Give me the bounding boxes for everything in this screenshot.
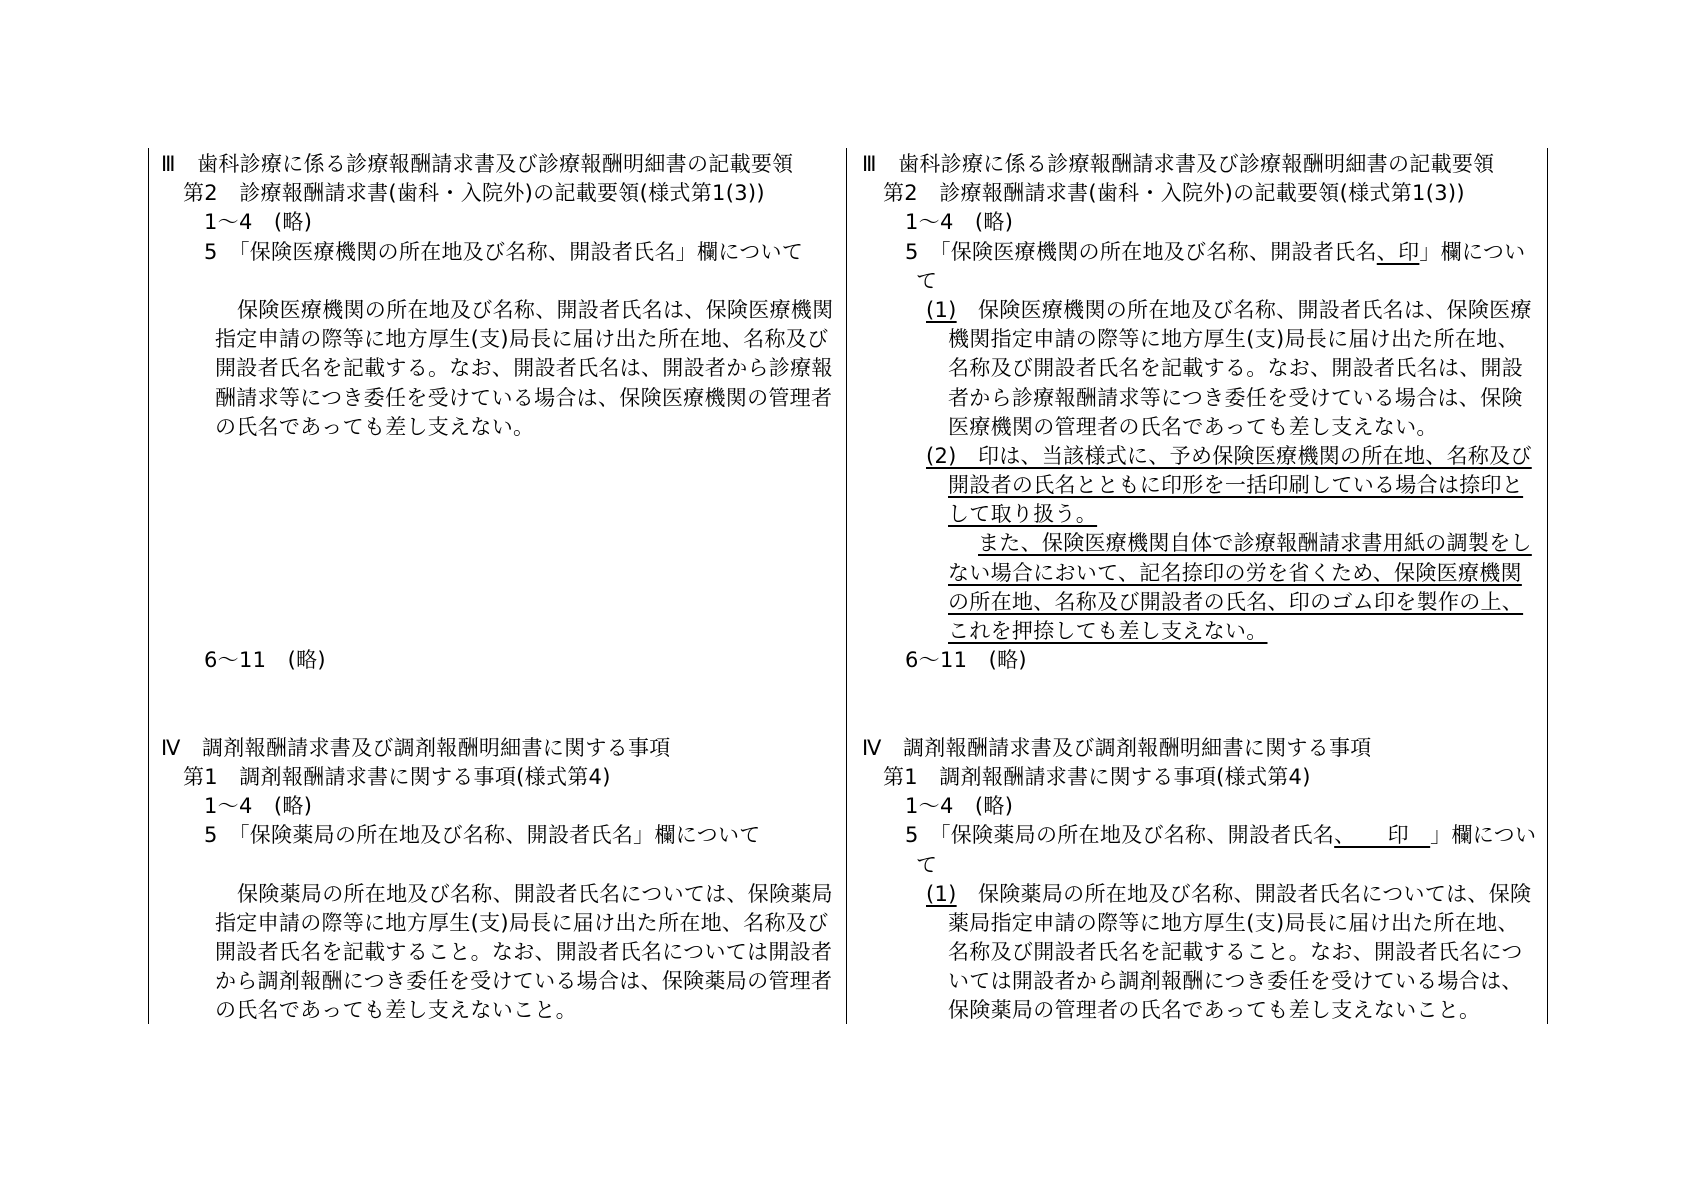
item-1-4: 1～4 (略) bbox=[204, 210, 313, 235]
item-5-text: 5 「保険医療機関の所在地及び名称、開設者氏名 bbox=[905, 239, 1377, 264]
subsection-heading: 第2 診療報酬請求書(歯科・入院外)の記載要領(様式第1(3)) bbox=[883, 181, 1465, 206]
added-text: これを押捺しても差し支えない。 bbox=[948, 619, 1268, 643]
paragraph-line: から調剤報酬につき委任を受けている場合は、保険薬局の管理者 bbox=[215, 969, 833, 994]
sub-item-1 bbox=[847, 880, 1547, 909]
sub-item-line: 名称及び開設者氏名を記載する。なお、開設者氏名は、開設 bbox=[948, 356, 1524, 381]
added-text: 開設者の氏名とともに印形を一括印刷している場合は捺印と bbox=[948, 473, 1524, 498]
subsection-heading: 第1 調剤報酬請求書に関する事項(様式第4) bbox=[183, 764, 611, 789]
added-text: の所在地、名称及び開設者の氏名、印のゴム印を製作の上、 bbox=[948, 589, 1524, 614]
revised-text-column bbox=[847, 148, 1548, 1024]
section-heading: Ⅲ 歯科診療に係る診療報酬請求書及び診療報酬明細書の記載要領 bbox=[161, 152, 794, 176]
item-5: 5 「保険医療機関の所在地及び名称、開設者氏名」欄について bbox=[204, 239, 804, 264]
item-5-wrap: て bbox=[916, 852, 938, 877]
sub-item-line: 名称及び開設者氏名を記載すること。なお、開設者氏名につ bbox=[948, 940, 1523, 965]
sub-item-line bbox=[847, 500, 1547, 529]
item-5: 5 「保険薬局の所在地及び名称、開設者氏名」欄について bbox=[204, 823, 761, 848]
also-paragraph-line bbox=[847, 588, 1547, 617]
paragraph-line: 指定申請の際等に地方厚生(支)局長に届け出た所在地、名称及び bbox=[215, 327, 829, 352]
sub-item-line: 機関指定申請の際等に地方厚生(支)局長に届け出た所在地、 bbox=[948, 327, 1519, 352]
subsection-heading: 第2 診療報酬請求書(歯科・入院外)の記載要領(様式第1(3)) bbox=[183, 181, 765, 206]
item-5-text: 5 「保険薬局の所在地及び名称、開設者氏名 bbox=[905, 823, 1335, 848]
paragraph-line: 開設者氏名を記載すること。なお、開設者氏名については開設者 bbox=[215, 940, 833, 965]
paragraph-line: の氏名であっても差し支えないこと。 bbox=[215, 998, 577, 1023]
section-heading: Ⅳ 調剤報酬請求書及び調剤報酬明細書に関する事項 bbox=[862, 735, 1372, 760]
paragraph-line: 保険医療機関の所在地及び名称、開設者氏名は、保険医療機関 bbox=[237, 297, 834, 322]
sub-item-line: 保険薬局の管理者の氏名であっても差し支えないこと。 bbox=[948, 998, 1481, 1023]
sub-item-number: (1) bbox=[926, 297, 957, 322]
item-5-text-end: 」欄につい bbox=[1430, 823, 1537, 848]
paragraph-line: の氏名であっても差し支えない。 bbox=[215, 414, 535, 439]
item-5-wrap: て bbox=[916, 268, 938, 293]
item-1-4: 1～4 (略) bbox=[905, 794, 1014, 819]
sub-item-line: 者から診療報酬請求等につき委任を受けている場合は、保険 bbox=[948, 385, 1523, 410]
added-text: して取り扱う。 bbox=[948, 502, 1098, 527]
added-text: (2) 印は、当該様式に、予め保険医療機関の所在地、名称及び bbox=[926, 443, 1532, 468]
item-5 bbox=[847, 821, 1547, 850]
current-text-column bbox=[148, 148, 847, 1024]
sub-item-1 bbox=[847, 296, 1547, 325]
sub-item-line: 医療機関の管理者の氏名であっても差し支えない。 bbox=[948, 414, 1438, 439]
sub-item-line: 薬局指定申請の際等に地方厚生(支)局長に届け出た所在地、 bbox=[948, 910, 1519, 935]
section-heading: Ⅳ 調剤報酬請求書及び調剤報酬明細書に関する事項 bbox=[161, 735, 671, 760]
item-5 bbox=[847, 238, 1547, 267]
sub-item-line bbox=[847, 471, 1547, 500]
sub-item-text: 保険薬局の所在地及び名称、開設者氏名については、保険 bbox=[956, 881, 1532, 906]
item-5-added-text: 、 印 bbox=[1334, 823, 1431, 848]
sub-item-number: (1) bbox=[926, 881, 957, 906]
item-6-11: 6～11 (略) bbox=[204, 648, 326, 673]
sub-item-2 bbox=[847, 442, 1547, 471]
section-heading: Ⅲ 歯科診療に係る診療報酬請求書及び診療報酬明細書の記載要領 bbox=[862, 152, 1495, 176]
also-paragraph-line bbox=[847, 529, 1547, 558]
paragraph-line: 開設者氏名を記載する。なお、開設者氏名は、開設者から診療報 bbox=[215, 356, 833, 381]
item-1-4: 1～4 (略) bbox=[905, 210, 1014, 235]
paragraph-line: 保険薬局の所在地及び名称、開設者氏名については、保険薬局 bbox=[237, 881, 833, 906]
item-6-11: 6～11 (略) bbox=[905, 648, 1027, 673]
also-paragraph-line bbox=[847, 617, 1547, 646]
item-5-added-text: 、印 bbox=[1376, 239, 1420, 264]
item-5-text-end: 」欄につい bbox=[1419, 239, 1526, 264]
paragraph-line: 酬請求等につき委任を受けている場合は、保険医療機関の管理者 bbox=[215, 385, 833, 410]
sub-item-line: いては開設者から調剤報酬につき委任を受けている場合は、 bbox=[948, 969, 1523, 994]
added-text: また、保険医療機関自体で診療報酬請求書用紙の調製をし bbox=[978, 531, 1532, 556]
also-paragraph-line bbox=[847, 559, 1547, 588]
subsection-heading: 第1 調剤報酬請求書に関する事項(様式第4) bbox=[883, 764, 1311, 789]
paragraph-line: 指定申請の際等に地方厚生(支)局長に届け出た所在地、名称及び bbox=[215, 910, 829, 935]
sub-item-text: 保険医療機関の所在地及び名称、開設者氏名は、保険医療 bbox=[956, 297, 1532, 322]
item-1-4: 1～4 (略) bbox=[204, 794, 313, 819]
added-text: ない場合において、記名捺印の労を省くため、保険医療機関 bbox=[948, 560, 1522, 585]
